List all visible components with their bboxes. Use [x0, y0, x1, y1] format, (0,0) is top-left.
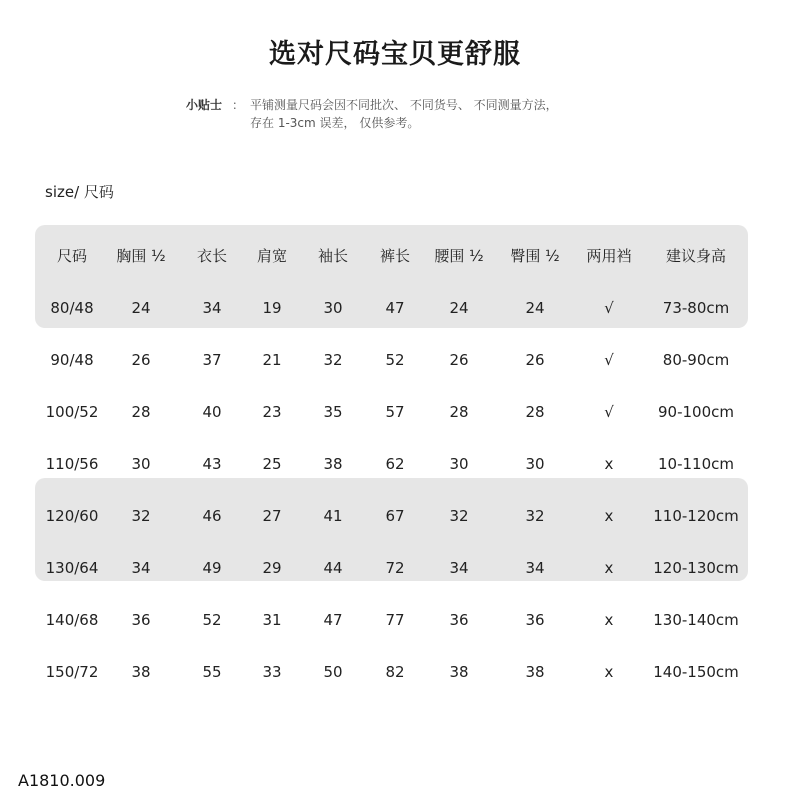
tip-text-line-1: 平铺测量尺码会因不同批次、 不同货号、 不同测量方法，	[250, 98, 558, 112]
table-cell: 31	[262, 611, 282, 629]
table-cell: 28	[525, 403, 545, 421]
product-code: A1810.009	[18, 771, 106, 790]
table-cell: 38	[449, 663, 469, 681]
table-cell: 24	[449, 299, 469, 317]
table-cell: 140-150cm	[653, 663, 739, 681]
table-cell: x	[604, 663, 614, 681]
header-length: 衣长	[196, 247, 228, 265]
table-cell: 34	[449, 559, 469, 577]
table-cell: 130/64	[45, 559, 99, 577]
table-cell: 50	[323, 663, 343, 681]
table-cell: 27	[262, 507, 282, 525]
table-cell: 38	[525, 663, 545, 681]
table-cell: 30	[449, 455, 469, 473]
table-cell: 130-140cm	[653, 611, 739, 629]
table-cell: 62	[385, 455, 405, 473]
table-cell: 38	[323, 455, 343, 473]
table-cell: 55	[202, 663, 222, 681]
header-waist: 腰围 ½	[434, 247, 484, 265]
table-row	[0, 646, 790, 698]
table-cell: 34	[202, 299, 222, 317]
table-cell: 19	[262, 299, 282, 317]
table-cell: 23	[262, 403, 282, 421]
table-cell: 33	[262, 663, 282, 681]
table-cell: 35	[323, 403, 343, 421]
table-cell: 30	[323, 299, 343, 317]
table-cell: 140/68	[45, 611, 99, 629]
table-cell: 36	[525, 611, 545, 629]
header-chest: 胸围 ½	[116, 247, 166, 265]
table-cell: 80/48	[50, 299, 94, 317]
table-row	[0, 386, 790, 438]
table-cell: 36	[449, 611, 469, 629]
table-cell: 30	[131, 455, 151, 473]
table-cell: 120-130cm	[653, 559, 739, 577]
header-sleeve: 袖长	[317, 247, 349, 265]
table-cell: 57	[385, 403, 405, 421]
table-cell: 110/56	[45, 455, 99, 473]
table-cell: √	[604, 299, 614, 317]
table-cell: 25	[262, 455, 282, 473]
table-cell: 80-90cm	[662, 351, 730, 369]
table-cell: 37	[202, 351, 222, 369]
size-section-label: size/ 尺码	[45, 183, 114, 201]
header-size: 尺码	[56, 247, 88, 265]
tip-colon: ：	[232, 98, 245, 112]
table-cell: 28	[449, 403, 469, 421]
page-title: 选对尺码宝贝更舒服	[269, 39, 521, 70]
table-cell: 40	[202, 403, 222, 421]
table-row	[0, 594, 790, 646]
table-cell: 52	[385, 351, 405, 369]
header-hip: 臀围 ½	[510, 247, 560, 265]
table-row	[0, 490, 790, 542]
table-cell: 26	[525, 351, 545, 369]
table-row	[0, 438, 790, 490]
table-cell: 21	[262, 351, 282, 369]
table-cell: 150/72	[45, 663, 99, 681]
table-cell: 32	[131, 507, 151, 525]
tip-label: 小贴士	[186, 98, 223, 112]
table-cell: 72	[385, 559, 405, 577]
table-row	[0, 542, 790, 594]
table-cell: √	[604, 403, 614, 421]
table-cell: √	[604, 351, 614, 369]
header-dual-crotch: 两用裆	[586, 247, 632, 265]
header-pants-length: 裤长	[379, 247, 411, 265]
table-cell: 28	[131, 403, 151, 421]
table-cell: 77	[385, 611, 405, 629]
table-cell: 90/48	[50, 351, 94, 369]
table-cell: 47	[323, 611, 343, 629]
table-cell: 46	[202, 507, 222, 525]
table-cell: x	[604, 507, 614, 525]
table-cell: 32	[323, 351, 343, 369]
table-cell: 38	[131, 663, 151, 681]
table-cell: x	[604, 455, 614, 473]
table-cell: 26	[449, 351, 469, 369]
table-cell: x	[604, 559, 614, 577]
table-cell: 32	[525, 507, 545, 525]
table-cell: 73-80cm	[662, 299, 730, 317]
table-cell: 26	[131, 351, 151, 369]
table-cell: 29	[262, 559, 282, 577]
table-cell: 52	[202, 611, 222, 629]
table-cell: 90-100cm	[658, 403, 734, 421]
table-cell: 24	[525, 299, 545, 317]
table-cell: x	[604, 611, 614, 629]
table-cell: 34	[131, 559, 151, 577]
table-cell: 41	[323, 507, 343, 525]
header-shoulder: 肩宽	[256, 247, 288, 265]
table-cell: 100/52	[45, 403, 99, 421]
table-row	[0, 334, 790, 386]
table-row	[0, 282, 790, 334]
table-cell: 44	[323, 559, 343, 577]
table-cell: 67	[385, 507, 405, 525]
table-cell: 49	[202, 559, 222, 577]
table-cell: 82	[385, 663, 405, 681]
table-cell: 47	[385, 299, 405, 317]
table-cell: 110-120cm	[653, 507, 739, 525]
table-cell: 30	[525, 455, 545, 473]
table-cell: 34	[525, 559, 545, 577]
table-cell: 36	[131, 611, 151, 629]
header-height: 建议身高	[665, 247, 727, 265]
table-cell: 120/60	[45, 507, 99, 525]
table-cell: 24	[131, 299, 151, 317]
table-cell: 32	[449, 507, 469, 525]
table-header-row	[0, 230, 790, 282]
tip-text-line-2: 存在 1-3cm 误差， 仅供参考。	[250, 116, 420, 130]
table-cell: 43	[202, 455, 222, 473]
table-cell: 10-110cm	[658, 455, 734, 473]
